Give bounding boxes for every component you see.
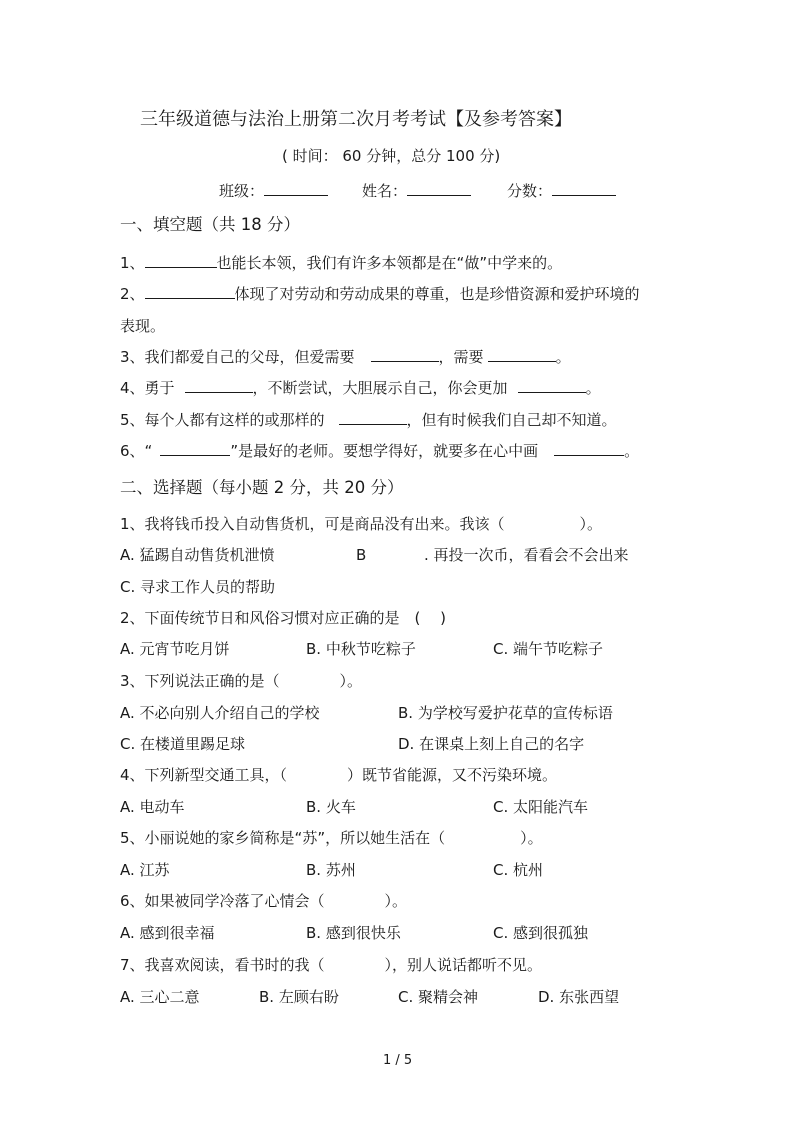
choice-question-1-option-a: A. 猛踢自动售货机泄愤 <box>120 546 275 564</box>
question-text: 体现了对劳动和劳动成果的尊重，也是珍惜资源和爱护环境的 <box>234 285 640 303</box>
choice-question-4-stem: 4、下列新型交通工具，（ ）既节省能源，又不污染环境。 <box>120 766 558 784</box>
question-text: 。 <box>624 442 640 460</box>
class-field <box>219 180 328 201</box>
question-text: ，不断尝试，大胆展示自己，你会更加 <box>252 379 508 397</box>
page-number: 1 / 5 <box>383 1053 413 1068</box>
choice-question-4-option-c: C. 太阳能汽车 <box>493 798 589 816</box>
score-field <box>507 180 616 201</box>
answer-blank <box>185 377 253 393</box>
question-text: 也能长本领，我们有许多本领都是在“做”中学来的。 <box>216 254 563 272</box>
answer-blank <box>554 440 624 456</box>
fill-question-1 <box>120 252 562 273</box>
fill-question-3 <box>120 346 571 367</box>
answer-blank <box>339 409 407 425</box>
choice-question-2-option-a: A. 元宵节吃月饼 <box>120 640 230 658</box>
class-blank <box>264 180 328 196</box>
answer-blank <box>488 346 556 362</box>
answer-blank <box>145 283 235 299</box>
fill-question-5 <box>120 409 617 430</box>
score-blank <box>552 180 616 196</box>
choice-question-3-stem: 3、下列说法正确的是（ ）。 <box>120 672 363 690</box>
question-text: 4、勇于 <box>120 379 175 397</box>
choice-question-1-option-b: . 再投一次币，看看会不会出来 <box>424 546 629 564</box>
fill-question-2 <box>120 283 640 304</box>
choice-question-1-option-b-letter: B <box>356 546 367 564</box>
question-text: 。 <box>585 379 601 397</box>
time-info: ( 时间： 60 分钟，总分 100 分) <box>282 147 501 165</box>
question-number: 2、 <box>120 285 145 303</box>
choice-question-5-option-c: C. 杭州 <box>493 861 544 879</box>
choice-question-4-option-a: A. 电动车 <box>120 798 185 816</box>
choice-question-6-option-b: B. 感到很快乐 <box>306 924 401 942</box>
page-title: 三年级道德与法治上册第二次月考考试【及参考答案】 <box>140 109 572 130</box>
choice-question-3-option-c: C. 在楼道里踢足球 <box>120 735 246 753</box>
answer-blank <box>518 377 586 393</box>
question-text: ”是最好的老师。要想学得好，就要多在心中画 <box>230 442 539 460</box>
choice-question-3-option-d: D. 在课桌上刻上自己的名字 <box>398 735 585 753</box>
name-blank <box>407 180 471 196</box>
choice-question-2-option-b: B. 中秋节吃粽子 <box>306 640 416 658</box>
choice-question-4-option-b: B. 火车 <box>306 798 356 816</box>
choice-question-1-option-c: C. 寻求工作人员的帮助 <box>120 578 276 596</box>
name-label: 姓名： <box>362 182 408 200</box>
question-text: 5、每个人都有这样的或那样的 <box>120 411 325 429</box>
fill-question-6 <box>120 440 639 461</box>
choice-question-1-stem: 1、我将钱币投入自动售货机，可是商品没有出来。我该（ ）。 <box>120 515 603 533</box>
fill-question-4 <box>120 377 601 398</box>
fill-question-2-continued: 表现。 <box>120 317 166 335</box>
choice-question-2-option-c: C. 端午节吃粽子 <box>493 640 604 658</box>
section-heading-multiple-choice: 二、选择题（每小题 2 分，共 20 分） <box>120 478 404 497</box>
choice-question-7-option-c: C. 聚精会神 <box>398 988 479 1006</box>
choice-question-7-option-d: D. 东张西望 <box>538 988 620 1006</box>
question-text: 。 <box>555 348 571 366</box>
score-label: 分数： <box>507 182 553 200</box>
choice-question-5-option-b: B. 苏州 <box>306 861 356 879</box>
choice-question-5-option-a: A. 江苏 <box>120 861 170 879</box>
question-text: 3、我们都爱自己的父母，但爱需要 <box>120 348 355 366</box>
question-number: 1、 <box>120 254 145 272</box>
question-text: ，需要 <box>438 348 484 366</box>
question-text: ，但有时候我们自己却不知道。 <box>406 411 617 429</box>
choice-question-7-stem: 7、我喜欢阅读，看书时的我（ ），别人说话都听不见。 <box>120 956 543 974</box>
section-heading-fill-blank: 一、填空题（共 18 分） <box>120 215 300 234</box>
choice-question-7-option-a: A. 三心二意 <box>120 988 200 1006</box>
choice-question-6-option-c: C. 感到很孤独 <box>493 924 589 942</box>
answer-blank <box>160 440 230 456</box>
choice-question-6-option-a: A. 感到很幸福 <box>120 924 215 942</box>
choice-question-2-stem: 2、下面传统节日和风俗习惯对应正确的是 ( ) <box>120 609 447 627</box>
answer-blank <box>371 346 439 362</box>
choice-question-6-stem: 6、如果被同学冷落了心情会（ ）。 <box>120 892 408 910</box>
class-label: 班级： <box>219 182 265 200</box>
choice-question-3-option-a: A. 不必向别人介绍自己的学校 <box>120 704 320 722</box>
choice-question-5-stem: 5、小丽说她的家乡简称是“苏”，所以她生活在（ ）。 <box>120 829 543 847</box>
name-field <box>362 180 471 201</box>
choice-question-3-option-b: B. 为学校写爱护花草的宣传标语 <box>398 704 613 722</box>
question-text: 6、“ <box>120 442 153 460</box>
answer-blank <box>145 252 217 268</box>
choice-question-7-option-b: B. 左顾右盼 <box>259 988 339 1006</box>
